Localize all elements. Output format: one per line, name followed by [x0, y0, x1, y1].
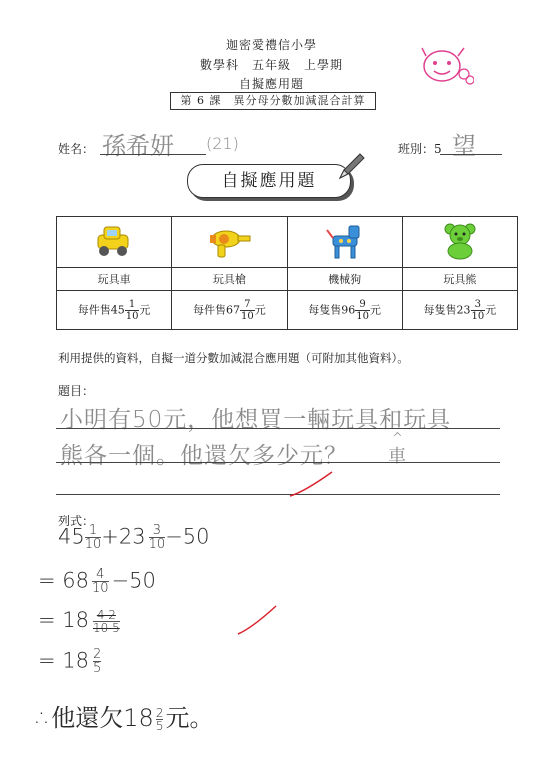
toy-name: 玩具車	[57, 268, 172, 291]
subject-line: 數學科 五年級 上學期	[199, 58, 343, 72]
price-unit: 元	[254, 303, 266, 316]
toy-name: 玩具槍	[172, 268, 287, 291]
price-whole: 45	[110, 303, 125, 316]
price-whole: 67	[226, 303, 240, 316]
worksheet-title: 自擬應用題	[238, 77, 304, 91]
toy-price	[172, 291, 287, 330]
teddy-bear-icon	[440, 222, 480, 260]
mixed-whole: 45	[58, 524, 85, 549]
answer-text: ∴他還欠18	[36, 704, 154, 732]
working-line-1	[58, 524, 209, 551]
price-unit: 元	[369, 303, 381, 316]
toy-name: 玩具熊	[402, 268, 517, 291]
question-insert: 車	[388, 446, 406, 467]
class-underline	[440, 154, 502, 155]
check-mark-icon	[288, 470, 336, 500]
price-fraction: $\frac{3}{10}$	[471, 298, 485, 322]
pencil-icon	[334, 150, 368, 184]
working-line-4	[38, 648, 101, 675]
fraction: $\frac{4 2}{10 5}$	[93, 607, 120, 635]
mixed-whole: = 18	[38, 648, 89, 673]
fraction: $\frac{4}{10}$	[92, 567, 109, 596]
working-line-3	[38, 608, 120, 634]
toy-gun-icon	[204, 223, 254, 259]
lesson-title: 第 6 課 異分母分數加減混合計算	[170, 92, 376, 110]
operator-term: −50	[111, 568, 156, 593]
toy-price	[57, 291, 172, 330]
price-prefix: 每隻售	[423, 303, 457, 316]
toy-car-icon	[92, 223, 136, 259]
answer-line	[56, 462, 500, 463]
fraction: $\frac{2}{5}$	[155, 705, 164, 733]
price-unit: 元	[485, 303, 497, 316]
class-label: 班別：5	[398, 142, 442, 156]
banner-title: 自擬應用題	[221, 171, 317, 191]
toy-name: 機械狗	[287, 268, 402, 291]
title-banner	[187, 164, 351, 198]
operator-term: +23	[101, 524, 146, 549]
fraction: $\frac{2}{5}$	[93, 647, 102, 676]
working-line-2	[38, 568, 156, 595]
question-line-1: 小明有50元，他想買一輛玩具和玩具	[60, 407, 452, 433]
toy-price	[402, 291, 517, 330]
student-name: 孫希妍	[102, 132, 174, 160]
price-fraction: $\frac{7}{10}$	[241, 298, 254, 322]
price-fraction: $\frac{9}{10}$	[356, 298, 369, 322]
price-whole: 23	[456, 303, 471, 316]
toy-image-cell	[402, 217, 517, 268]
toys-table	[56, 216, 518, 330]
toy-image-cell	[57, 217, 172, 268]
answer-line	[56, 428, 500, 429]
class-number: (21)	[206, 134, 239, 153]
mixed-whole: = 18	[38, 608, 89, 632]
teacher-stamp-icon	[420, 44, 474, 90]
price-prefix: 每件售	[77, 303, 111, 316]
working-label: 列式：	[58, 514, 95, 528]
price-unit: 元	[139, 303, 151, 316]
final-answer	[36, 698, 213, 733]
fraction: $\frac{1}{10}$	[84, 523, 102, 552]
price-fraction: $\frac{1}{10}$	[125, 298, 139, 322]
toy-image-cell	[172, 217, 287, 268]
name-underline	[100, 154, 206, 155]
answer-line	[56, 494, 500, 495]
price-prefix: 每隻售	[308, 303, 342, 316]
price-whole: 96	[341, 303, 356, 316]
check-mark-icon	[236, 604, 280, 638]
question-line-2: 熊各一個。他還欠多少元？	[60, 443, 348, 469]
answer-unit: 元。	[165, 704, 214, 732]
insert-caret: ^	[392, 431, 403, 446]
mixed-whole: = 68	[38, 568, 89, 593]
school-name: 迦密愛禮信小學	[225, 38, 317, 52]
fraction: $\frac{3}{10}$	[148, 523, 166, 552]
class-value: 望	[452, 132, 476, 160]
toy-image-cell	[287, 217, 402, 268]
price-prefix: 每件售	[193, 303, 226, 316]
robot-dog-icon	[323, 222, 367, 260]
operator-term: −50	[165, 524, 210, 549]
instruction-text: 利用提供的資料，自擬一道分數加減混合應用題（可附加其他資料）。	[58, 351, 409, 365]
name-label: 姓名：	[58, 142, 95, 156]
question-label: 題目：	[58, 384, 95, 398]
toy-price	[287, 291, 402, 330]
